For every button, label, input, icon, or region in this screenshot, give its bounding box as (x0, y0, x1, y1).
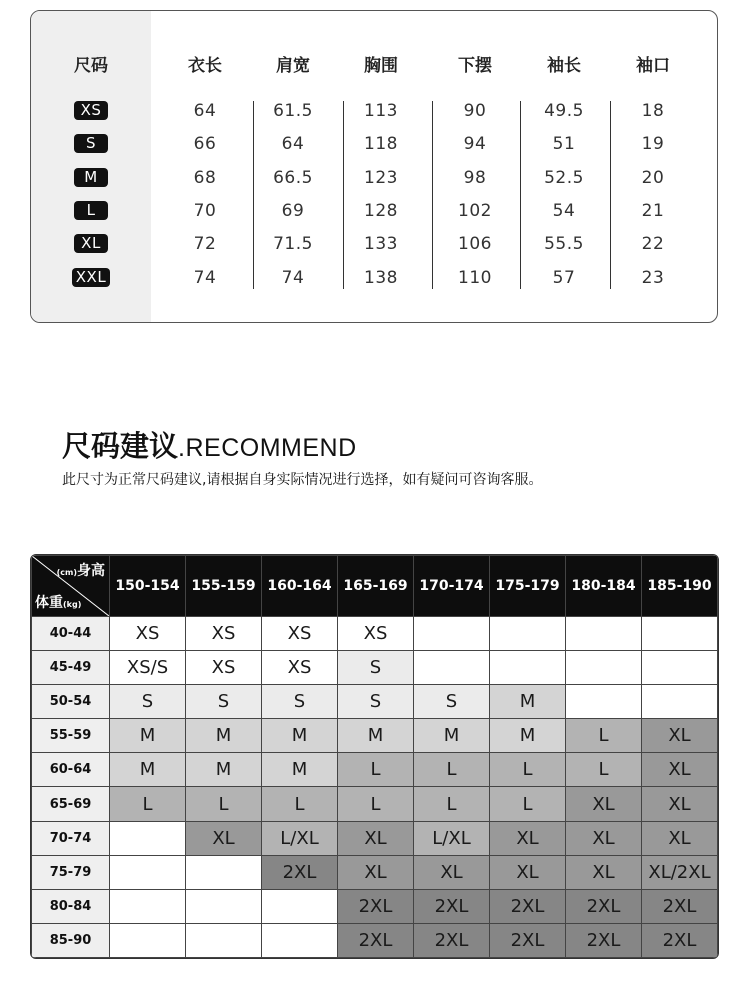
size-cell: 74 (281, 268, 305, 288)
recommended-size-cell: M (186, 719, 262, 753)
recommend-title-en: .RECOMMEND (178, 434, 357, 462)
cuff-column-header: 袖口 (636, 56, 670, 76)
height-header-cell: 155-159 (186, 556, 262, 617)
cuff-column (609, 11, 697, 322)
recommended-size-cell: S (414, 685, 490, 719)
recommended-size-cell: 2XL (566, 923, 642, 957)
recommended-size-cell: XS (338, 617, 414, 651)
recommended-size-cell: XS (186, 651, 262, 685)
size-badge-s: S (74, 134, 108, 153)
recommended-size-cell: XL (642, 821, 718, 855)
recommended-size-cell: L (414, 753, 490, 787)
recommended-size-cell: XL (490, 855, 566, 889)
recommended-size-cell: XL (338, 855, 414, 889)
recommended-size-cell: XL (642, 787, 718, 821)
recommended-size-cell: 2XL (414, 889, 490, 923)
recommended-size-cell: M (338, 719, 414, 753)
recommended-size-cell (110, 855, 186, 889)
recommended-size-cell (262, 889, 338, 923)
recommended-size-cell: M (110, 753, 186, 787)
weight-row (32, 855, 718, 889)
recommended-size-cell: 2XL (490, 923, 566, 957)
recommended-size-cell: S (110, 685, 186, 719)
size-cell: 74 (193, 268, 217, 288)
size-cell: 64 (281, 134, 305, 154)
recommended-size-cell: M (110, 719, 186, 753)
size-cell: 138 (364, 268, 398, 288)
size-cell: 98 (463, 168, 487, 188)
recommended-size-cell: 2XL (338, 923, 414, 957)
size-cell: 66 (193, 134, 217, 154)
size-cell: 51 (552, 134, 576, 154)
recommended-size-cell: S (338, 685, 414, 719)
recommended-size-cell: XL (642, 719, 718, 753)
size-cell: 123 (364, 168, 398, 188)
recommended-size-cell: L (490, 753, 566, 787)
recommended-size-cell: M (186, 753, 262, 787)
hem-column-header: 下摆 (458, 56, 492, 76)
weight-row (32, 889, 718, 923)
weight-label-cell: 65-69 (32, 787, 110, 821)
size-cell: 19 (641, 134, 665, 154)
size-recommendation-table (30, 554, 719, 959)
weight-row (32, 617, 718, 651)
recommended-size-cell (490, 617, 566, 651)
weight-label-cell: 80-84 (32, 889, 110, 923)
recommended-size-cell (642, 685, 718, 719)
size-cell: 102 (458, 201, 492, 221)
recommended-size-cell: L/XL (414, 821, 490, 855)
size-cell: 90 (463, 101, 487, 121)
recommended-size-cell (414, 651, 490, 685)
recommended-size-cell (262, 923, 338, 957)
height-header-row (32, 556, 718, 617)
recommended-size-cell: 2XL (490, 889, 566, 923)
recommended-size-cell: XL (566, 855, 642, 889)
shoulder-column-header: 肩宽 (276, 56, 310, 76)
weight-label-cell: 50-54 (32, 685, 110, 719)
weight-row (32, 685, 718, 719)
column-divider (520, 101, 521, 289)
size-cell: 94 (463, 134, 487, 154)
length-column (161, 11, 249, 322)
recommended-size-cell: XL/2XL (642, 855, 718, 889)
recommended-size-cell: M (262, 719, 338, 753)
size-cell: 52.5 (544, 168, 584, 188)
recommended-size-cell: 2XL (262, 855, 338, 889)
size-cell: 57 (552, 268, 576, 288)
size-badge-l: L (74, 201, 108, 220)
recommended-size-cell: L/XL (262, 821, 338, 855)
size-cell: 64 (193, 101, 217, 121)
recommended-size-cell: 2XL (642, 923, 718, 957)
recommended-size-cell (490, 651, 566, 685)
recommended-size-cell: M (490, 719, 566, 753)
recommend-subtitle: 此尺寸为正常尺码建议,请根据自身实际情况进行选择，如有疑问可咨询客服。 (62, 472, 543, 488)
recommended-size-cell: 2XL (414, 923, 490, 957)
recommended-size-cell: M (262, 753, 338, 787)
height-header-cell: 175-179 (490, 556, 566, 617)
recommended-size-cell: L (566, 719, 642, 753)
recommended-size-cell: XL (642, 753, 718, 787)
size-badge-xxl: XXL (72, 268, 110, 287)
column-divider (432, 101, 433, 289)
recommendation-body (32, 617, 718, 958)
weight-row (32, 821, 718, 855)
table-corner-cell (32, 556, 110, 617)
recommended-size-cell: XS (186, 617, 262, 651)
weight-label-cell: 60-64 (32, 753, 110, 787)
recommended-size-cell: 2XL (338, 889, 414, 923)
recommend-title-cn: 尺码建议 (62, 429, 179, 463)
recommended-size-cell (110, 923, 186, 957)
size-cell: 68 (193, 168, 217, 188)
weight-row (32, 651, 718, 685)
column-divider (253, 101, 254, 289)
weight-row (32, 787, 718, 821)
recommended-size-cell: S (338, 651, 414, 685)
recommended-size-cell: XL (338, 821, 414, 855)
recommended-size-cell: XS (262, 651, 338, 685)
sleeve-length-column-header: 袖长 (547, 56, 581, 76)
corner-weight-label: 体重(kg) (35, 595, 82, 611)
height-header-cell: 150-154 (110, 556, 186, 617)
sleeve-length-column (520, 11, 608, 322)
recommended-size-cell (642, 617, 718, 651)
recommended-size-cell: S (262, 685, 338, 719)
size-badge-xl: XL (74, 234, 108, 253)
size-badge-xs: XS (74, 101, 108, 120)
recommended-size-cell: L (262, 787, 338, 821)
hem-column (431, 11, 519, 322)
shoulder-column (249, 11, 337, 322)
recommended-size-cell: XL (566, 787, 642, 821)
recommended-size-cell: M (414, 719, 490, 753)
recommended-size-cell: XL (414, 855, 490, 889)
size-cell: 118 (364, 134, 398, 154)
chest-column-header: 胸围 (364, 56, 398, 76)
weight-label-cell: 75-79 (32, 855, 110, 889)
height-header-cell: 165-169 (338, 556, 414, 617)
size-cell: 110 (458, 268, 492, 288)
recommended-size-cell: XL (490, 821, 566, 855)
column-divider (610, 101, 611, 289)
size-cell: 22 (641, 234, 665, 254)
size-cell: 66.5 (273, 168, 313, 188)
recommended-size-cell: XS (110, 617, 186, 651)
recommended-size-cell: XS (262, 617, 338, 651)
recommended-size-cell (110, 889, 186, 923)
size-cell: 113 (364, 101, 398, 121)
recommended-size-cell: 2XL (642, 889, 718, 923)
height-header-cell: 180-184 (566, 556, 642, 617)
size-column (31, 11, 151, 322)
recommended-size-cell (186, 923, 262, 957)
weight-label-cell: 45-49 (32, 651, 110, 685)
size-measurement-table (30, 10, 718, 323)
recommended-size-cell (642, 651, 718, 685)
recommended-size-cell (186, 855, 262, 889)
size-cell: 18 (641, 101, 665, 121)
weight-label-cell: 85-90 (32, 923, 110, 957)
size-cell: 69 (281, 201, 305, 221)
size-cell: 128 (364, 201, 398, 221)
column-divider (343, 101, 344, 289)
size-cell: 20 (641, 168, 665, 188)
height-header-cell: 160-164 (262, 556, 338, 617)
recommended-size-cell: L (490, 787, 566, 821)
size-cell: 72 (193, 234, 217, 254)
corner-height-label: (cm)身高 (56, 563, 105, 579)
size-cell: 133 (364, 234, 398, 254)
weight-label-cell: 70-74 (32, 821, 110, 855)
recommended-size-cell: S (186, 685, 262, 719)
length-column-header: 衣长 (188, 56, 222, 76)
recommended-size-cell (566, 685, 642, 719)
size-cell: 23 (641, 268, 665, 288)
size-cell: 21 (641, 201, 665, 221)
size-cell: 71.5 (273, 234, 313, 254)
recommended-size-cell: XL (186, 821, 262, 855)
weight-row (32, 719, 718, 753)
recommended-size-cell (566, 651, 642, 685)
recommended-size-cell (566, 617, 642, 651)
size-badge-m: M (74, 168, 108, 187)
chest-column (337, 11, 425, 322)
recommended-size-cell: L (338, 787, 414, 821)
recommended-size-cell: L (186, 787, 262, 821)
height-header-cell: 185-190 (642, 556, 718, 617)
recommended-size-cell: L (110, 787, 186, 821)
recommended-size-cell: XL (566, 821, 642, 855)
size-cell: 49.5 (544, 101, 584, 121)
recommend-title (62, 424, 357, 465)
recommended-size-cell (110, 821, 186, 855)
recommended-size-cell: L (414, 787, 490, 821)
recommended-size-cell: L (338, 753, 414, 787)
size-column-header: 尺码 (74, 56, 108, 76)
weight-label-cell: 55-59 (32, 719, 110, 753)
recommended-size-cell: M (490, 685, 566, 719)
recommended-size-cell: XS/S (110, 651, 186, 685)
recommended-size-cell: 2XL (566, 889, 642, 923)
size-cell: 55.5 (544, 234, 584, 254)
recommended-size-cell (414, 617, 490, 651)
weight-label-cell: 40-44 (32, 617, 110, 651)
recommended-size-cell: L (566, 753, 642, 787)
height-header-cell: 170-174 (414, 556, 490, 617)
weight-row (32, 753, 718, 787)
recommended-size-cell (186, 889, 262, 923)
weight-row (32, 923, 718, 957)
size-cell: 70 (193, 201, 217, 221)
size-cell: 61.5 (273, 101, 313, 121)
size-cell: 106 (458, 234, 492, 254)
size-cell: 54 (552, 201, 576, 221)
